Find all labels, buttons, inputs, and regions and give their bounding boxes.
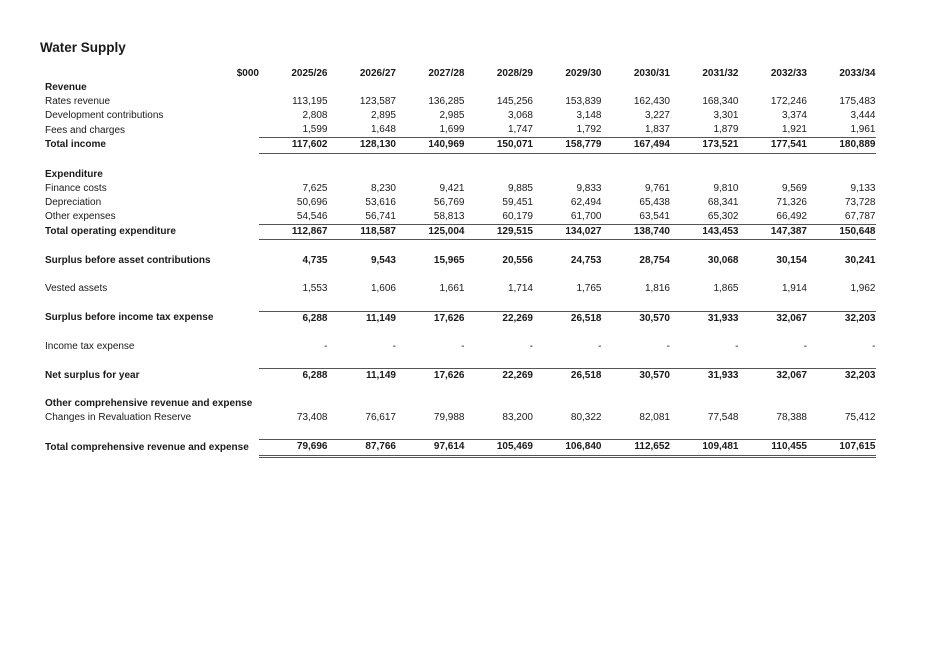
income-tax-expense-row [45,340,876,354]
cell-value: - [872,340,876,352]
cell-value: 30,154 [776,255,807,267]
finance-costs-row [45,182,876,196]
cell-value: 60,179 [502,210,533,222]
cell-value: 106,840 [533,440,602,456]
cell-value: - [392,340,396,352]
cell-value: 65,302 [707,210,739,222]
cell-value: 158,779 [533,138,602,153]
year-header: 2026/27 [359,68,396,79]
cell-value: 175,483 [839,96,876,108]
header-row [45,67,876,81]
cell-value: 68,341 [707,196,739,208]
cell-value: 117,602 [259,138,328,153]
year-header: 2028/29 [496,68,533,79]
cell-value: 162,430 [633,96,670,108]
spacer [45,383,876,397]
cell-value: 1,921 [781,124,807,136]
row-label: Other expenses [45,211,116,223]
total-comprehensive-row [45,440,876,456]
cell-value: 30,068 [707,255,739,267]
cell-value: 138,740 [602,225,671,240]
year-header: 2027/28 [428,68,465,79]
cell-value: - [666,340,670,352]
cell-value: 150,648 [807,225,876,240]
cell-value: 73,408 [296,412,328,424]
year-header: 2029/30 [565,68,602,79]
cell-value: 123,587 [359,96,396,108]
cell-value: 3,444 [850,110,876,122]
cell-value: 9,885 [507,182,533,194]
cell-value: 80,322 [570,412,602,424]
cell-value: 1,714 [507,283,533,295]
cell-value: 3,374 [781,110,807,122]
cell-value: 30,241 [844,255,876,267]
cell-value: 53,616 [365,196,396,208]
row-label: Fees and charges [45,124,126,136]
section-heading: Revenue [45,82,87,94]
spacer [45,326,876,340]
header-blank [45,67,195,81]
cell-value: 177,541 [739,138,808,153]
cell-value: 75,412 [844,412,876,424]
cell-value: 9,810 [713,182,739,194]
section-heading: Expenditure [45,168,103,180]
cell-value: 110,455 [739,440,808,456]
cell-value: 113,195 [292,96,328,108]
cell-value: 9,833 [576,182,602,194]
revaluation-reserve-row [45,411,876,425]
cell-value: 97,614 [396,440,465,456]
spacer [45,297,876,312]
row-label: Development contributions [45,110,164,122]
cell-value: 118,587 [328,225,397,240]
spacer [45,240,876,255]
cell-value: 1,792 [576,124,602,136]
cell-value: 50,696 [296,196,328,208]
cell-value: 67,787 [844,210,876,222]
cell-value: 107,615 [807,440,876,456]
cell-value: 1,961 [850,124,876,136]
cell-value: - [324,340,328,352]
spacer-row [45,268,876,282]
cell-value: 109,481 [670,440,739,456]
page-title: Water Supply [40,40,126,55]
expenditure-heading-row [45,168,876,182]
cell-value: 31,933 [670,368,739,383]
spacer [45,354,876,369]
other-expenses-row [45,210,876,225]
depreciation-row [45,196,876,210]
cell-value: 26,518 [533,368,602,383]
cell-value: 15,965 [433,255,465,267]
cell-value: 61,700 [570,210,602,222]
row-label: Surplus before asset contributions [45,255,211,267]
cell-value: 7,625 [302,182,328,194]
cell-value: 1,606 [370,283,396,295]
cell-value: 32,067 [739,311,808,326]
cell-value: 32,203 [807,311,876,326]
row-label: Depreciation [45,196,102,208]
cell-value: 4,735 [302,255,328,267]
net-surplus-row [45,368,876,383]
financial-table [45,67,876,458]
cell-value: 17,626 [396,368,465,383]
cell-value: 134,027 [533,225,602,240]
cell-value: 77,548 [707,412,739,424]
cell-value: 73,728 [844,196,876,208]
cell-value: 3,068 [507,110,533,122]
cell-value: 71,326 [776,196,807,208]
cell-value: 79,696 [259,440,328,456]
cell-value: 32,067 [739,368,808,383]
cell-value: 1,816 [644,283,670,295]
surplus-before-asset-contributions-row [45,254,876,268]
cell-value: 2,895 [370,110,396,122]
cell-value: 1,747 [507,124,533,136]
cell-value: 125,004 [396,225,465,240]
row-label: Rates revenue [45,96,111,108]
cell-value: 59,451 [502,196,533,208]
cell-value: 6,288 [259,311,328,326]
cell-value: 9,421 [439,182,465,194]
cell-value: 66,492 [776,210,807,222]
cell-value: 22,269 [465,311,534,326]
cell-value: 1,865 [713,283,739,295]
cell-value: 63,541 [639,210,670,222]
cell-value: 147,387 [739,225,808,240]
year-header: 2030/31 [633,68,670,79]
cell-value: 11,149 [328,311,397,326]
row-label: Total income [45,139,106,151]
cell-value: 3,227 [644,110,670,122]
cell-value: 1,699 [439,124,465,136]
cell-value: 2,985 [439,110,465,122]
cell-value: 28,754 [639,255,670,267]
cell-value: 9,543 [370,255,396,267]
row-label: Finance costs [45,182,107,194]
cell-value: 78,388 [776,412,807,424]
cell-value: 30,570 [602,368,671,383]
year-header: 2032/33 [770,68,807,79]
cell-value: 129,515 [465,225,534,240]
cell-value: 9,761 [644,182,670,194]
cell-value: 56,741 [365,210,396,222]
cell-value: 1,837 [644,124,670,136]
section-heading: Other comprehensive revenue and expense [45,398,253,410]
cell-value: 3,301 [713,110,739,122]
row-label: Surplus before income tax expense [45,312,214,324]
cell-value: 167,494 [602,138,671,153]
other-comprehensive-heading-row [45,397,876,411]
vested-assets-row [45,282,876,296]
cell-value: 2,808 [302,110,328,122]
spacer-row [45,240,876,255]
cell-value: 32,203 [807,368,876,383]
cell-value: 112,867 [259,225,328,240]
revenue-heading-row [45,81,876,95]
cell-value: 1,914 [781,283,807,295]
cell-value: 83,200 [502,412,533,424]
cell-value: - [598,340,602,352]
cell-value: 136,285 [428,96,465,108]
row-label: Total operating expenditure [45,226,176,238]
row-label: Net surplus for year [45,369,140,381]
unit-label: $000 [236,68,259,79]
development-contributions-row [45,109,876,123]
cell-value: 20,556 [502,255,533,267]
cell-value: 140,969 [396,138,465,153]
cell-value: 17,626 [396,311,465,326]
cell-value: 112,652 [602,440,671,456]
spacer-row [45,326,876,340]
cell-value: 128,130 [328,138,397,153]
cell-value: 9,569 [781,182,807,194]
cell-value: 150,071 [465,138,534,153]
cell-value: 1,553 [302,283,328,295]
year-header: 2033/34 [839,68,876,79]
cell-value: 31,933 [670,311,739,326]
fees-and-charges-row [45,123,876,138]
cell-value: 1,765 [576,283,602,295]
row-label: Vested assets [45,283,108,295]
cell-value: 76,617 [365,412,396,424]
cell-value: 87,766 [328,440,397,456]
cell-value: 82,081 [639,412,670,424]
cell-value: - [803,340,807,352]
cell-value: 79,988 [433,412,465,424]
cell-value: 172,246 [770,96,807,108]
spacer-row [45,153,876,168]
surplus-before-income-tax-row [45,311,876,326]
cell-value: 56,769 [433,196,465,208]
cell-value: - [461,340,465,352]
spacer [45,425,876,440]
cell-value: 22,269 [465,368,534,383]
cell-value: 1,661 [439,283,465,295]
cell-value: 62,494 [570,196,602,208]
cell-value: 54,546 [296,210,328,222]
spacer-row [45,297,876,312]
cell-value: 6,288 [259,368,328,383]
rates-revenue-row [45,95,876,109]
cell-value: 168,340 [702,96,739,108]
row-label: Changes in Revaluation Reserve [45,412,192,424]
spacer [45,153,876,168]
cell-value: 105,469 [465,440,534,456]
year-header: 2031/32 [702,68,739,79]
spacer-row [45,354,876,369]
spacer [45,268,876,282]
cell-value: 58,813 [433,210,465,222]
cell-value: 1,648 [370,124,396,136]
cell-value: 145,256 [496,96,533,108]
cell-value: 143,453 [670,225,739,240]
cell-value: 1,962 [850,283,876,295]
row-label: Income tax expense [45,340,135,352]
cell-value: 173,521 [670,138,739,153]
cell-value: 1,879 [713,124,739,136]
total-income-row [45,138,876,153]
cell-value: 11,149 [328,368,397,383]
cell-value: 26,518 [533,311,602,326]
total-operating-expenditure-row [45,225,876,240]
cell-value: 8,230 [370,182,396,194]
cell-value: - [529,340,533,352]
year-header: 2025/26 [291,68,328,79]
cell-value: 30,570 [602,311,671,326]
cell-value: 65,438 [639,196,670,208]
spacer-row [45,425,876,440]
cell-value: 9,133 [850,182,876,194]
cell-value: 24,753 [570,255,602,267]
spacer-row [45,383,876,397]
row-label: Total comprehensive revenue and expense [45,441,249,453]
cell-value: 153,839 [565,96,602,108]
cell-value: - [735,340,739,352]
cell-value: 3,148 [576,110,602,122]
cell-value: 180,889 [807,138,876,153]
cell-value: 1,599 [302,124,328,136]
